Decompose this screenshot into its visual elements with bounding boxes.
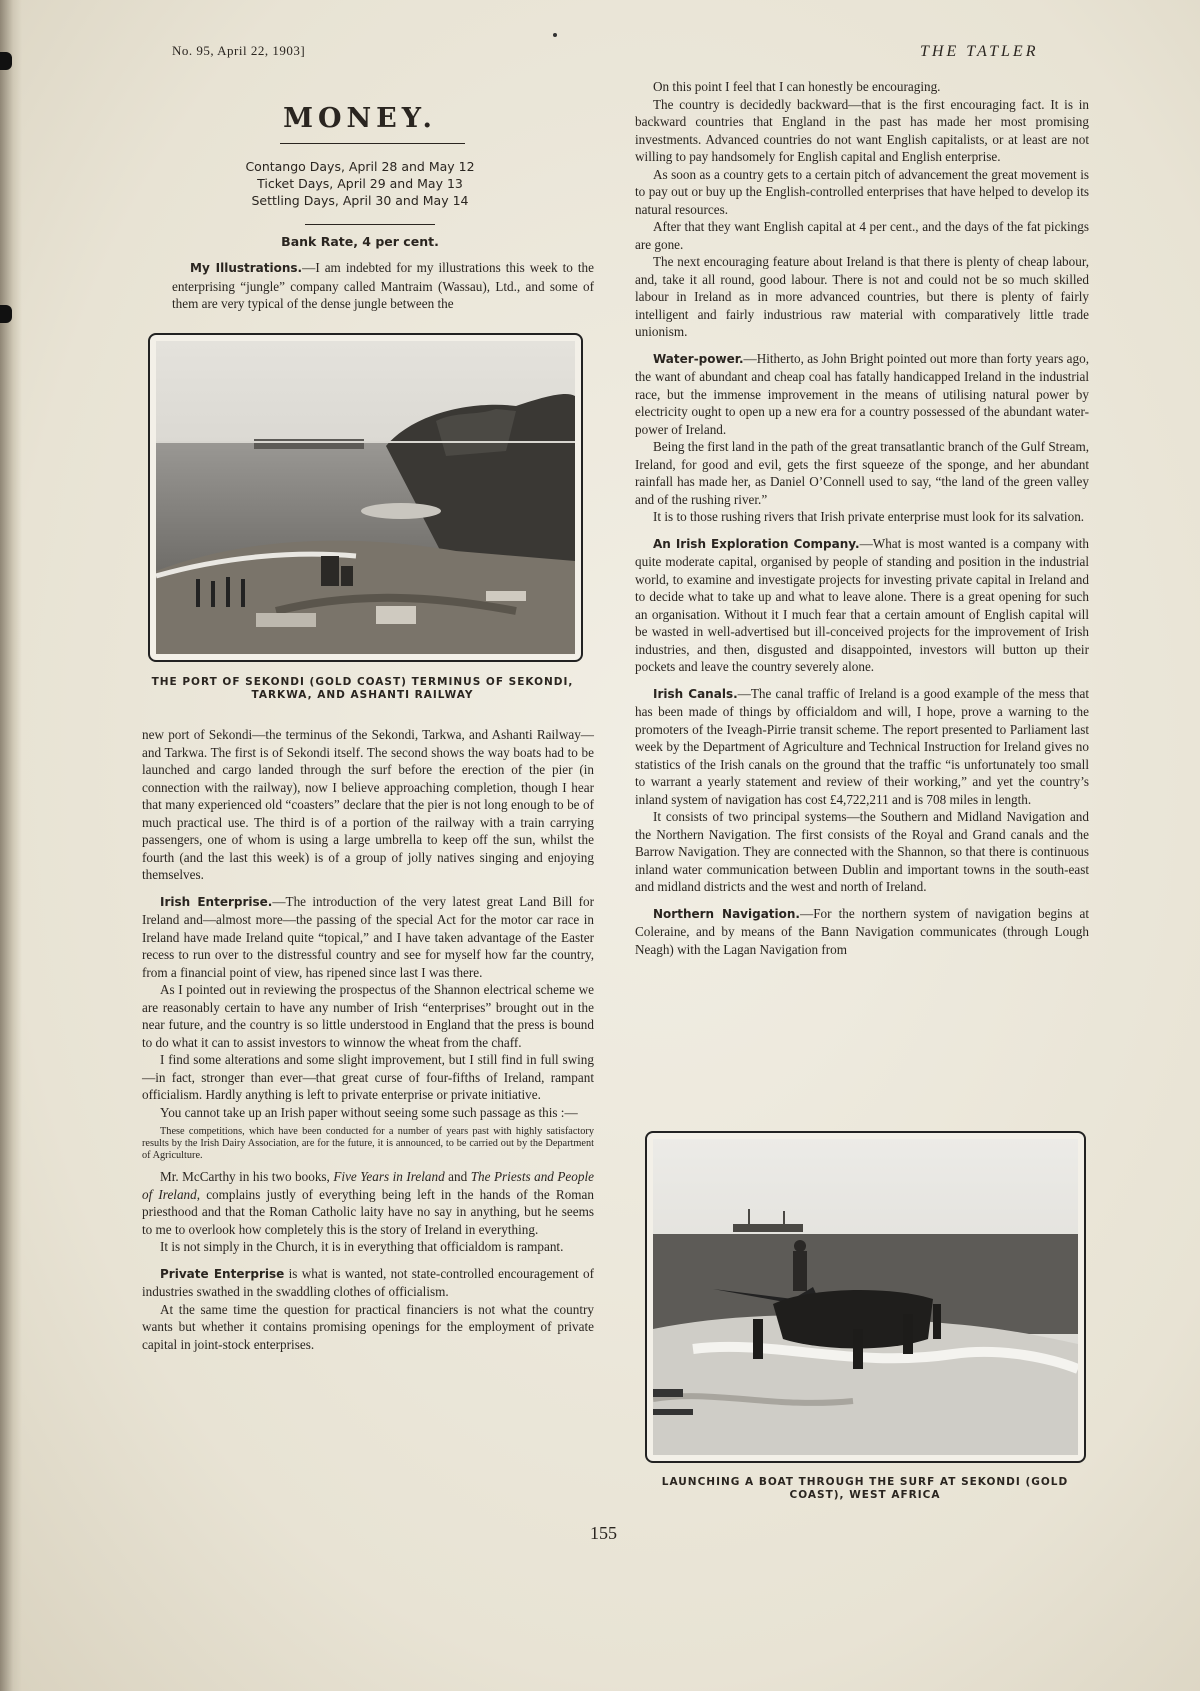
paragraph-lead: Irish Enterprise.	[160, 894, 273, 909]
bank-rate: Bank Rate, 4 per cent.	[281, 234, 439, 249]
right-column	[635, 78, 1089, 958]
paragraph	[142, 1104, 594, 1122]
settlement-days	[200, 158, 520, 209]
binding-hole	[0, 52, 12, 70]
paragraph-text: —The canal traffic of Ireland is a good example of the mess that has been made of things by officialdom and will, I hope, prove a warning to the promoters of the Iveagh-Pirrie transit scheme. The report presented to Parliament last week by the Department of Agriculture and Technical Instruction for Ireland gives no statistics of the Irish canals on the ground that the traffic “is unfortunately too small to warrant a yearly statement and review of their working,” and yet the country’s inland system of navigation has cost £4,722,211 and is 708 miles in length.	[635, 685, 1089, 807]
paragraph	[172, 259, 594, 313]
paragraph	[635, 685, 1089, 809]
days-rule	[305, 224, 435, 225]
quoted-passage: These competitions, which have been conducted for a number of years past with highly satisfactory results by the Irish Dairy Association, are for the future, it is announced, to be carried out by the Department of Agriculture.	[142, 1126, 594, 1161]
paragraph-text: At the same time the question for practical financiers is not what the country wants but whether it contains promising openings for the employment of private capital in joint-stock enterprises.	[142, 1301, 594, 1352]
paragraph-lead: Northern Navigation.	[653, 906, 800, 921]
paragraph-text: and	[444, 1169, 471, 1184]
paragraph-text: On this point I feel that I can honestly be encouraging.	[653, 79, 941, 94]
paragraph-text: It is to those rushing rivers that Irish private enterprise must look for its salvation.	[653, 509, 1085, 524]
paragraph-lead: An Irish Exploration Company.	[653, 536, 860, 551]
binding-edge	[0, 0, 22, 1691]
left-column-top	[172, 259, 594, 313]
paragraph-text: new port of Sekondi—the terminus of the Sekondi, Tarkwa, and Ashanti Railway—and Tarkwa. The first is of Sekondi itself. The second shows the way boats had to be launched and cargo landed through the surf before the erection of the pier (in connection with the railway), now I believe approaching completion, though I hear that many experienced old “coasters” declare that the pier is not long enough to be of much practical use. The third is of a portion of the railway with a train carrying passengers, one of whom is using a large umbrella to keep off the sun, whilst the fourth (and the last this week) is of a group of jolly natives singing and enjoying themselves.	[142, 727, 594, 882]
paragraph-text: is what is wanted, not state-controlled encouragement of industries swathed in the swaddling clothes of officialism.	[142, 1265, 595, 1299]
book-title: Five Years in Ireland	[333, 1169, 445, 1184]
photo-port-of-sekondi	[148, 333, 583, 662]
paragraph-text: Mr. McCarthy in his two books,	[160, 1169, 334, 1184]
paragraph	[142, 1168, 594, 1238]
paragraph-text: —Hitherto, as John Bright pointed out more than forty years ago, the want of abundant and cheap coal has fatally handicapped Ireland in the industrial race, but the immense improvement in the means of utilising natural power by electricity ought to open up a new era for a country possessed of the abundant water-power of Ireland.	[635, 350, 1089, 437]
paragraph	[635, 218, 1089, 253]
paragraph	[635, 438, 1089, 508]
page-number: 155	[590, 1523, 617, 1543]
issue-line: No. 95, April 22, 1903]	[172, 43, 306, 58]
paragraph	[635, 253, 1089, 341]
paragraph-text: —I am indebted for my illustrations this week to the enterprising “jungle” company called Mantraim (Wassau), Ltd., and some of them are very typical of the dense jungle between the	[172, 260, 594, 311]
title-rule	[280, 143, 465, 144]
binding-hole	[0, 305, 12, 323]
paragraph-lead: My Illustrations.	[190, 261, 303, 275]
paragraph-text: You cannot take up an Irish paper without seeing some such passage as this :—	[160, 1104, 578, 1120]
paragraph	[142, 981, 594, 1051]
paragraph	[635, 508, 1089, 526]
photo-caption: LAUNCHING A BOAT THROUGH THE SURF AT SEKONDI (GOLD COAST), WEST AFRICA	[661, 1476, 1069, 1501]
paragraph-lead: Water-power.	[653, 351, 744, 366]
paragraph-text: As soon as a country gets to a certain pitch of advancement the great movement is to pay out or buy up the English-controlled enterprises that have helped to develop its natural resources.	[635, 166, 1089, 217]
paragraph	[635, 166, 1089, 219]
paragraph	[635, 96, 1089, 166]
paragraph	[142, 1051, 594, 1104]
photo-launching-boat	[645, 1131, 1086, 1463]
photo-image	[156, 341, 575, 654]
paragraph-text: It consists of two principal systems—the Southern and Midland Navigation and the Northern Navigation. The first consists of the Royal and Grand canals and the Barrow Navigation. They are connected with the Shannon, so that there is continuous inland water communication between Dublin and important towns in the south-east and midland districts and the west and north of Ireland.	[635, 809, 1089, 894]
paragraph-text: —The introduction of the very latest great Land Bill for Ireland and—almost more—the passing of the special Act for the motor car race in Ireland have made Ireland quite “topical,” and I have taken advantage of the Easter recess to run over to the distressful country and see for myself how far the country, from a financial point of view, has ripened since last I was there.	[142, 893, 594, 980]
book-title: The Priests and People of Ireland	[142, 1169, 594, 1202]
paragraph	[142, 1265, 594, 1301]
contango-days: Contango Days, April 28 and May 12	[245, 159, 475, 174]
paragraph	[142, 1301, 594, 1354]
paragraph	[635, 808, 1089, 896]
paragraph	[635, 905, 1089, 959]
section-title: MONEY.	[283, 103, 437, 134]
paragraph-lead: Irish Canals.	[653, 686, 738, 701]
left-column-bottom	[142, 726, 594, 1353]
print-speck	[553, 33, 557, 37]
photo-image	[653, 1139, 1078, 1455]
paragraph-text: As I pointed out in reviewing the prospectus of the Shannon electrical scheme we are reasonably certain to have any number of Irish “enterprises” brought out in the near future, and the country is so little understood in England that the press is bound to do what it can to assist investors to winnow the wheat from the chaff.	[142, 982, 594, 1050]
paragraph	[142, 893, 594, 982]
paragraph	[635, 78, 1089, 96]
magazine-name: THE TATLER	[920, 43, 1039, 60]
settling-days: Settling Days, April 30 and May 14	[251, 193, 469, 208]
paragraph	[635, 535, 1089, 676]
paragraph-text: It is not simply in the Church, it is in everything that officialdom is rampant.	[160, 1239, 564, 1254]
paragraph-text: , complains justly of everything being left in the hands of the Roman priesthood and that the Roman Catholic laity have no say in anything, but he seems to me to overlook how completely this is the story of Ireland in everything.	[142, 1186, 595, 1237]
paragraph-lead: Private Enterprise	[160, 1266, 285, 1281]
paragraph	[142, 726, 594, 884]
paragraph-text: I find some alterations and some slight improvement, but I still find in full swing—in fact, stronger than ever—that great curse of four-fifths of Ireland, rampant officialism. Hardly anything is left to private enterprise or private initiative.	[142, 1052, 594, 1102]
paragraph-text: The country is decidedly backward—that is the first encouraging fact. It is in backward countries that England in the past has made her most promising investments. Advanced countries do not want English capitalists, or at least are not willing to pay handsomely for English capital and English enterprise.	[635, 96, 1089, 164]
paragraph-text: —For the northern system of navigation begins at Coleraine, and by means of the Bann Navigation communicates (through Lough Neagh) with the Lagan Navigation from	[635, 905, 1089, 957]
paragraph-text: After that they want English capital at 4 per cent., and the days of the fat pickings are gone.	[635, 219, 1089, 252]
paragraph-text: Being the first land in the path of the great transatlantic branch of the Gulf Stream, Ireland, for good and evil, gets the first squeeze of the sponge, and her abundant rainfall has made her, as Daniel O’Connell used to say, “the land of the green valley and of the rushing river.”	[635, 439, 1089, 507]
paragraph-text: The next encouraging feature about Ireland is that there is plenty of cheap labour, and, take it all round, good labour. There is not and could not be so much skilled labour in Ireland as in more advanced countries, but there is plenty of fairly intelligent and fairly industrious raw material with comparatively little trade unionism.	[635, 254, 1089, 339]
paragraph	[142, 1238, 594, 1256]
photo-caption: THE PORT OF SEKONDI (GOLD COAST) TERMINUS OF SEKONDI, TARKWA, AND ASHANTI RAILWAY	[151, 676, 574, 701]
paragraph-text: —What is most wanted is a company with quite moderate capital, organised by people of standing and position in the industrial world, to examine and investigate projects for investing private capital in Ireland and to decide what to take up and what to leave alone. There is a great opening for such an organisation. Without it I much fear that a certain amount of English capital will be wasted in well-advertised but ill-conceived projects for the improvement of Irish industries, and then, disgusted and disappointed, investors will button up their pockets and leave the country severely alone.	[635, 535, 1089, 674]
paragraph	[635, 350, 1089, 439]
ticket-days: Ticket Days, April 29 and May 13	[257, 176, 463, 191]
